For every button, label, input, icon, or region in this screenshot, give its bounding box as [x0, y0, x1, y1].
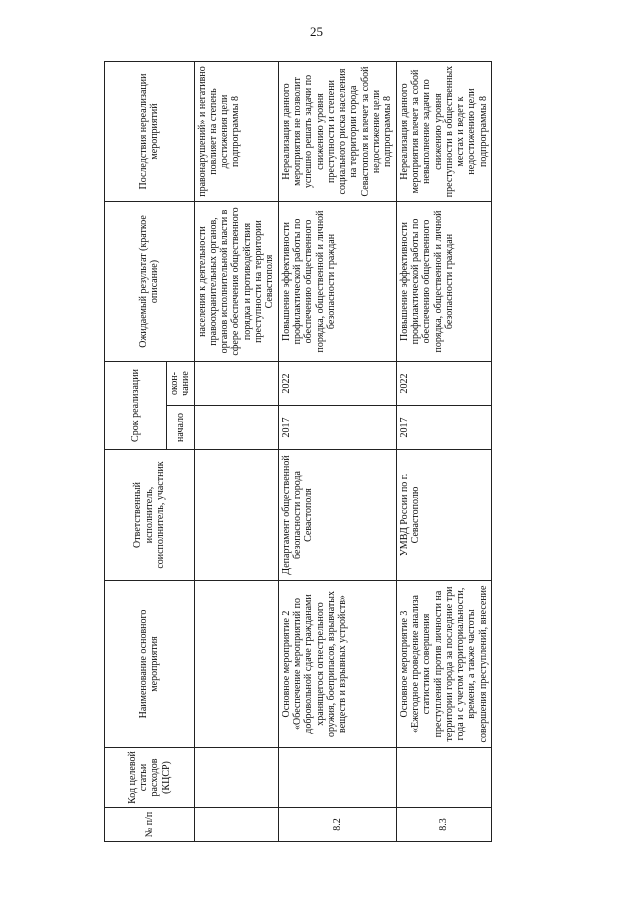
- cell-no: 8.2: [278, 808, 396, 842]
- cell-executor: Департамент общественной безопасности города Севастополя: [278, 450, 396, 581]
- cell-start: 2017: [278, 406, 396, 450]
- cell-executor: [194, 450, 278, 581]
- header-result: Ожидаемый результат (краткое описание): [105, 202, 195, 362]
- cell-result: Повышение эффективности профилактической работы по обеспечению общественного порядка, общественной и личной безопасности граждан: [396, 202, 491, 362]
- cell-end: 2022: [396, 362, 491, 406]
- header-kcsr: Код целевой статьи расходов (КЦСР): [105, 748, 195, 808]
- cell-no: [194, 808, 278, 842]
- cell-result: населения к деятельности правоохранительных органов, органов исполнительной власти в сфере обеспечения общественного порядка и противодействия преступности на территории Севастополя: [194, 202, 278, 362]
- cell-end: 2022: [278, 362, 396, 406]
- page-number: 25: [310, 24, 323, 39]
- header-period-start: начало: [167, 406, 195, 450]
- cell-result: Повышение эффективности профилактической работы по обеспечению общественного порядка, общественной и личной безопасности граждан: [278, 202, 396, 362]
- header-no: № п/п: [105, 808, 195, 842]
- cell-start: [194, 406, 278, 450]
- cell-name: Основное мероприятие 3 «Ежегодное проведение анализа статистики совершения преступлений против личности на территории города за последние три года и с учетом территориальности, времени, а также частоты совершения преступлений, внесение: [396, 581, 491, 748]
- header-period: Срок реализации: [105, 362, 167, 450]
- table-frame: [104, 62, 489, 842]
- cell-start: 2017: [396, 406, 491, 450]
- table-row: [396, 62, 491, 842]
- cell-name: [194, 581, 278, 748]
- cell-consequences: Нереализация данного мероприятия не позволит успешно решать задачи по снижению уровня преступности и степени социального риска населения на территории города Севастополя и влечет за собой недостижение цели подпрограммы 8: [278, 62, 396, 202]
- cell-kcsr: [396, 748, 491, 808]
- header-row: [105, 62, 167, 842]
- cell-consequences: Нереализация данного мероприятия влечет за собой невыполнение задачи по снижению уровня преступности в общественных местах и ведет к недостижению цели подпрограммы 8: [396, 62, 491, 202]
- table-row: [194, 62, 278, 842]
- header-consequences: Последствия нереализации мероприятий: [105, 62, 195, 202]
- cell-kcsr: [194, 748, 278, 808]
- header-name: Наименование основного мероприятия: [105, 581, 195, 748]
- cell-end: [194, 362, 278, 406]
- cell-kcsr: [278, 748, 396, 808]
- measures-table: [104, 61, 492, 842]
- header-executor: Ответственный исполнитель, соисполнитель, участник: [105, 450, 195, 581]
- header-period-end: окон-чание: [167, 362, 195, 406]
- cell-no: 8.3: [396, 808, 491, 842]
- cell-consequences: правонарушений» и негативно повлияет на степень достижения цели подпрограммы 8: [194, 62, 278, 202]
- cell-name: Основное мероприятие 2 «Обеспечение мероприятий по добровольной сдаче гражданами хранящегося огнестрельного оружия, боеприпасов, взрывчатых веществ и взрывных устройств»: [278, 581, 396, 748]
- table-row: [278, 62, 396, 842]
- cell-executor: УМВД России по г. Севастополю: [396, 450, 491, 581]
